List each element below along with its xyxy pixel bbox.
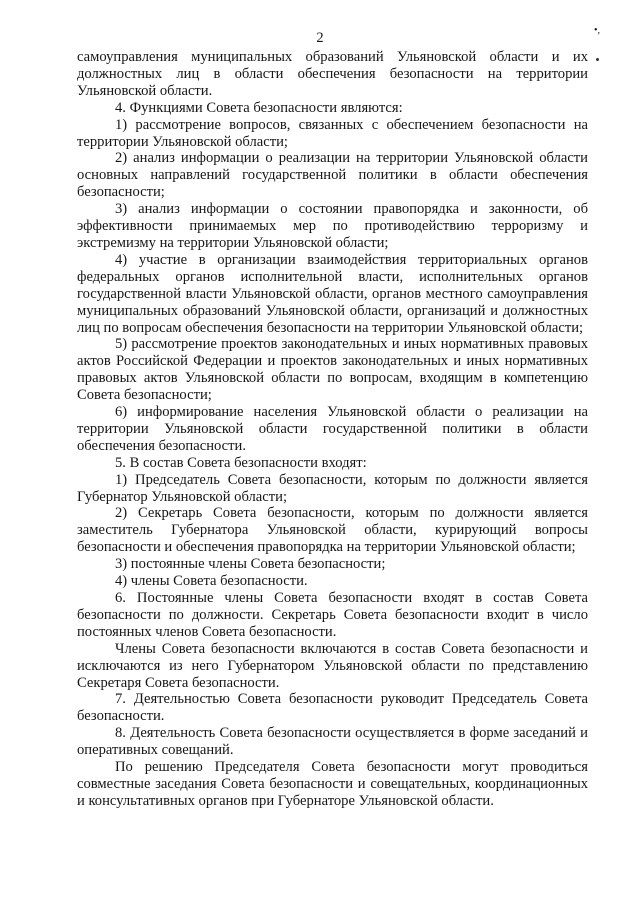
paragraph-function-1: 1) рассмотрение вопросов, связанных с обеспечением безопасности на территории Ульяновской области; — [77, 116, 588, 150]
paragraph-function-6: 6) информирование населения Ульяновской области о реализации на территории Ульяновской области государственной политики в области обеспечения безопасности. — [77, 404, 588, 454]
scan-dot — [596, 58, 599, 61]
paragraph-function-5: 5) рассмотрение проектов законодательных и иных нормативных правовых актов Российской Федерации и проектов законодательных и иных нормативных правовых актов Ульяновской области по вопросам, входящим в компетенцию Совета безопасности; — [77, 336, 588, 404]
paragraph-section-6: 6. Постоянные члены Совета безопасности входят в состав Совета безопасности по должности. Секретарь Совета безопасности входит в число постоянных членов Совета безопасности. — [77, 590, 588, 640]
paragraph-member-1: 1) Председатель Совета безопасности, которым по должности является Губернатор Ульяновской области; — [77, 471, 588, 505]
page-number: 2 — [316, 30, 324, 46]
document-body — [77, 49, 588, 810]
paragraph-function-2: 2) анализ информации о реализации на территории Ульяновской области основных направлений государственной политики в области обеспечения безопасности; — [77, 150, 588, 201]
paragraph-member-2: 2) Секретарь Совета безопасности, которым по должности является заместитель Губернатора Ульяновской области, курирующий вопросы безопасности и обеспечения правопорядка на территории Ульяновской области; — [77, 505, 588, 556]
paragraph-joint-sessions: По решению Председателя Совета безопасности могут проводиться совместные заседания Совета безопасности и совещательных, координационных и консультативных органов при Губернаторе Ульяновской области. — [77, 759, 588, 809]
paragraph-function-4: 4) участие в организации взаимодействия территориальных органов федеральных органов исполнительной власти, исполнительных органов государственной власти Ульяновской области, органов местного самоуправления муниципальных образований Ульяновской области, организаций и должностных лиц по вопросам обеспечения безопасности на территории Ульяновской области; — [77, 251, 588, 336]
paragraph-section-7: 7. Деятельностью Совета безопасности руководит Председатель Совета безопасности. — [77, 691, 588, 725]
corner-mark: •, — [594, 25, 601, 36]
paragraph-members-inclusion: Члены Совета безопасности включаются в состав Совета безопасности и исключаются из него Губернатором Ульяновской области по представлению Секретаря Совета безопасности. — [77, 640, 588, 691]
paragraph-member-4: 4) члены Совета безопасности. — [115, 573, 308, 590]
paragraph-member-3: 3) постоянные члены Совета безопасности; — [115, 556, 386, 573]
paragraph-section-5-heading: 5. В состав Совета безопасности входят: — [115, 454, 367, 471]
paragraph-continuation: самоуправления муниципальных образований Ульяновской области и их должностных лиц в области обеспечения безопасности на территории Ульяновской области. — [77, 49, 588, 99]
paragraph-function-3: 3) анализ информации о состоянии правопорядка и законности, об эффективности принимаемых мер по противодействию терроризму и экстремизму на территории Ульяновской области; — [77, 201, 588, 251]
paragraph-section-8: 8. Деятельность Совета безопасности осуществляется в форме заседаний и оперативных совещаний. — [77, 725, 588, 759]
paragraph-section-4-heading: 4. Функциями Совета безопасности являются: — [115, 99, 403, 116]
